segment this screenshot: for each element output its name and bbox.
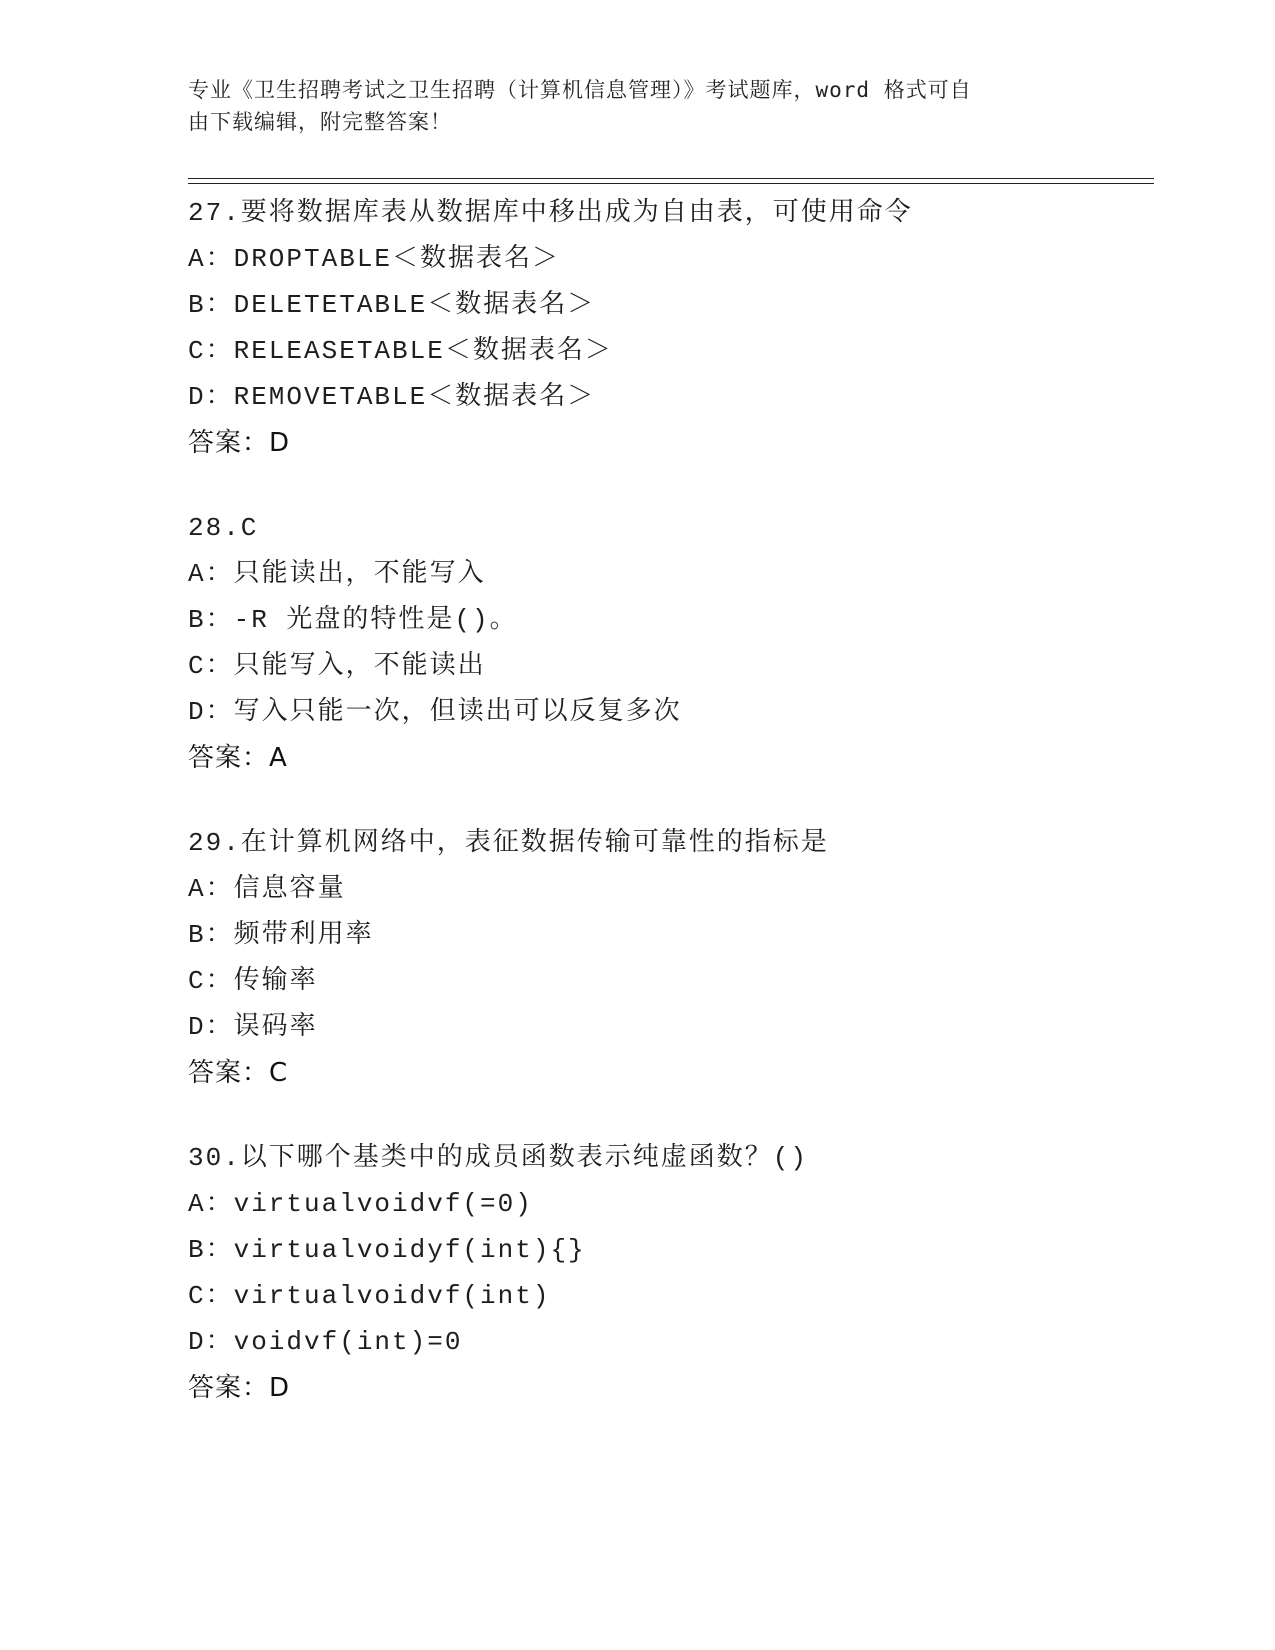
option-a: A：信息容量 bbox=[188, 874, 346, 904]
option-b: B：-R 光盘的特性是()。 bbox=[188, 605, 518, 635]
question-stem: 30.以下哪个基类中的成员函数表示纯虚函数？() bbox=[188, 1143, 809, 1173]
option-b: B：频带利用率 bbox=[188, 920, 374, 950]
answer-line: 答案：D bbox=[188, 1373, 291, 1403]
option-c: C：传输率 bbox=[188, 966, 318, 996]
answer-line: 答案：A bbox=[188, 743, 288, 773]
option-c: C：只能写入，不能读出 bbox=[188, 651, 486, 681]
header-line-1: 专业《卫生招聘考试之卫生招聘（计算机信息管理）》考试题库，word 格式可自 bbox=[188, 78, 972, 102]
question-27 bbox=[188, 190, 1148, 466]
option-c: C：RELEASETABLE＜数据表名＞ bbox=[188, 336, 613, 366]
header-line-2: 由下载编辑，附完整答案！ bbox=[188, 110, 452, 134]
option-b: B：virtualvoidyf(int){} bbox=[188, 1235, 586, 1265]
answer-line: 答案：D bbox=[188, 428, 291, 458]
option-a: A：只能读出，不能写入 bbox=[188, 559, 486, 589]
question-30 bbox=[188, 1135, 1148, 1411]
question-29 bbox=[188, 820, 1148, 1096]
question-stem: 29.在计算机网络中，表征数据传输可靠性的指标是 bbox=[188, 828, 829, 858]
option-a: A：DROPTABLE＜数据表名＞ bbox=[188, 244, 561, 274]
question-list bbox=[188, 190, 1148, 1450]
document-header bbox=[188, 74, 1088, 138]
option-d: D：voidvf(int)=0 bbox=[188, 1327, 463, 1357]
option-a: A：virtualvoidvf(=0) bbox=[188, 1189, 533, 1219]
option-b: B：DELETETABLE＜数据表名＞ bbox=[188, 290, 596, 320]
option-c: C：virtualvoidvf(int) bbox=[188, 1281, 551, 1311]
header-divider-top bbox=[188, 178, 1154, 179]
question-stem: 27.要将数据库表从数据库中移出成为自由表，可使用命令 bbox=[188, 198, 913, 228]
option-d: D：REMOVETABLE＜数据表名＞ bbox=[188, 382, 596, 412]
option-d: D：写入只能一次，但读出可以反复多次 bbox=[188, 697, 682, 727]
header-divider-bottom bbox=[188, 183, 1154, 184]
question-stem: 28.C bbox=[188, 513, 259, 543]
option-d: D：误码率 bbox=[188, 1012, 318, 1042]
question-28 bbox=[188, 505, 1148, 781]
answer-line: 答案：C bbox=[188, 1058, 289, 1088]
